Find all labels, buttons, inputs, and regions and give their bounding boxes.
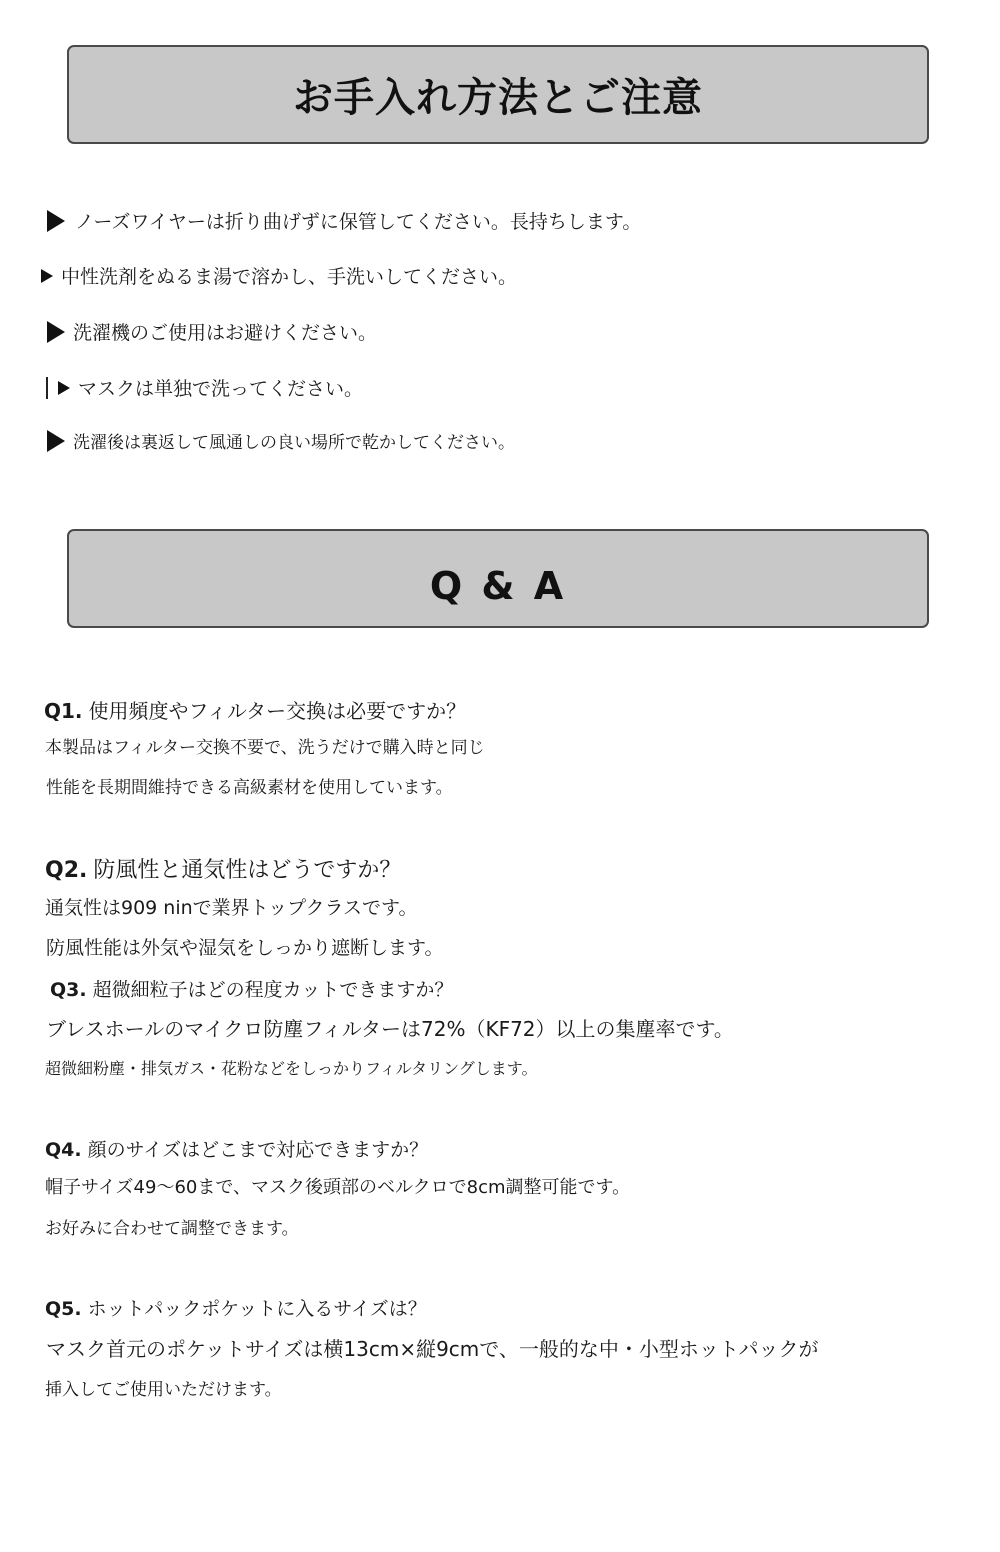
care-header-title: お手入れ方法とご注意 (293, 74, 703, 121)
qa-header-title: Q & A (429, 563, 567, 608)
answer-5-line-2: 挿入してご使用いただけます。 (45, 1380, 282, 1400)
answer-4-line-1: 帽子サイズ49～60まで、マスク後頭部のベルクロで8cm調整可能です。 (45, 1177, 631, 1198)
care-item-text: 中性洗剤をぬるま湯で溶かし、手洗いしてください。 (61, 266, 518, 288)
question-1 (44, 695, 466, 724)
answer-2-line-1: 通気性は909 ninで業界トップクラスです。 (45, 897, 418, 919)
answer-3-line-2: 超微細粉塵・排気ガス・花粉などをしっかりフィルタリングします。 (45, 1059, 538, 1078)
care-item-text: マスクは単独で洗ってください。 (78, 378, 364, 400)
care-item-1 (47, 207, 641, 234)
question-text: 超微細粒子はどの程度カットできますか？ (92, 979, 454, 1001)
care-item-5 (47, 428, 515, 453)
question-2 (45, 853, 401, 884)
care-header-banner (67, 45, 929, 144)
question-text: 顔のサイズはどこまで対応できますか？ (87, 1139, 429, 1161)
question-text: ホットパックポケットに入るサイズは？ (87, 1298, 427, 1320)
question-label: Q4. (45, 1139, 82, 1161)
question-text: 防風性と通気性はどうですか？ (93, 858, 402, 883)
vertical-bar-icon (46, 377, 48, 399)
answer-4-line-2: お好みに合わせて調整できます。 (45, 1219, 299, 1239)
triangle-bullet-icon (47, 430, 65, 452)
care-item-4 (46, 374, 363, 401)
answer-3-line-1: ブレスホールのマイクロ防塵フィルターは72%（KF72）以上の集塵率です。 (46, 1017, 734, 1041)
triangle-bullet-icon (41, 269, 53, 283)
answer-1-line-2: 性能を長期間維持できる高級素材を使用しています。 (46, 778, 453, 798)
question-label: Q3. (50, 979, 87, 1001)
question-label: Q1. (44, 699, 83, 723)
care-item-text: 洗濯後は裏返して風通しの良い場所で乾かしてください。 (73, 433, 515, 453)
question-3 (50, 975, 453, 1002)
question-text: 使用頻度やフィルター交換は必要ですか？ (88, 699, 467, 723)
qa-header-banner (67, 529, 929, 628)
triangle-bullet-icon (47, 210, 65, 232)
question-label: Q2. (45, 858, 88, 883)
question-label: Q5. (45, 1298, 82, 1320)
care-item-3 (47, 318, 377, 345)
triangle-bullet-icon (47, 321, 65, 343)
care-item-text: ノーズワイヤーは折り曲げずに保管してください。長持ちします。 (75, 211, 642, 233)
answer-1-line-1: 本製品はフィルター交換不要で、洗うだけで購入時と同じ (45, 738, 485, 758)
triangle-bullet-icon (58, 381, 70, 395)
answer-5-line-1: マスク首元のポケットサイズは横13cm×縦9cmで、一般的な中・小型ホットパックが (46, 1337, 819, 1361)
question-5 (45, 1294, 427, 1321)
answer-2-line-2: 防風性能は外気や湿気をしっかり遮断します。 (46, 937, 444, 959)
care-item-text: 洗濯機のご使用はお避けください。 (73, 322, 378, 344)
care-item-2 (41, 262, 517, 289)
question-4 (45, 1135, 428, 1162)
